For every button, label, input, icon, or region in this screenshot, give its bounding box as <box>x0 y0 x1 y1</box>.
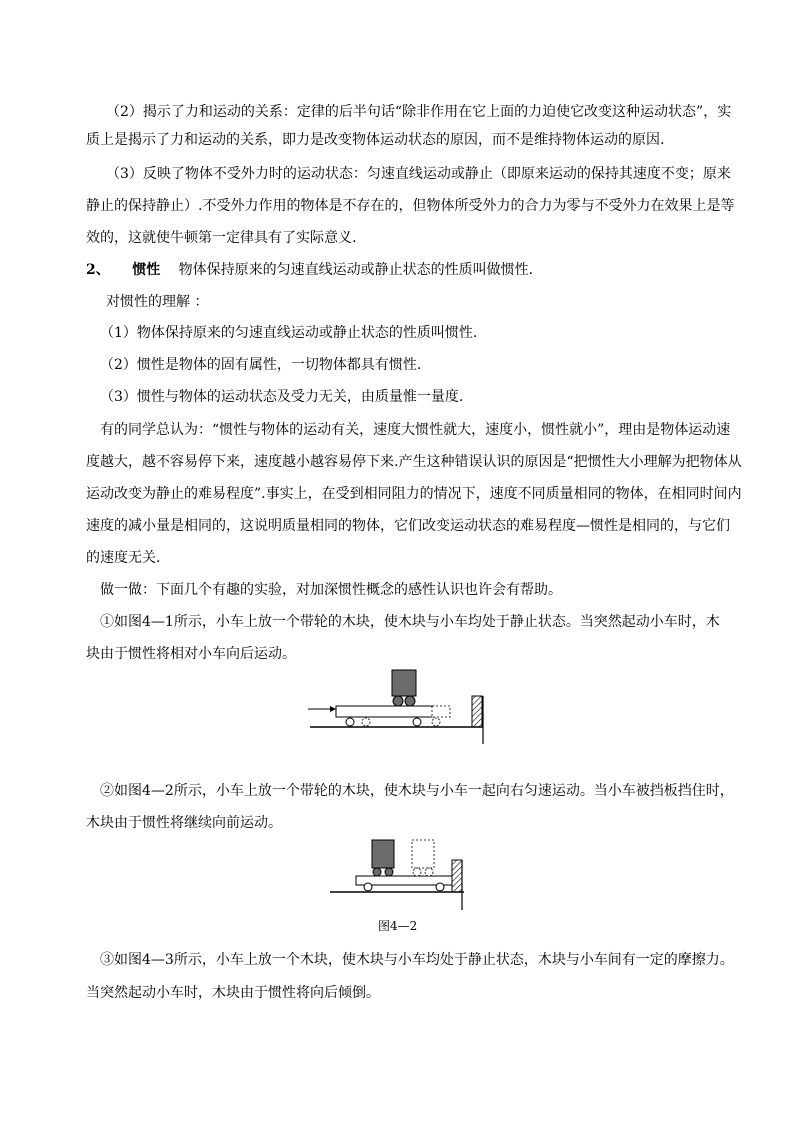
wheeled-block <box>372 840 394 868</box>
figure-4-2 <box>326 832 472 914</box>
experiment-1-line-1: ①如图4—1所示，小车上放一个带轮的木块，使木块与小车均处于静止状态。当突然起动小车时，木 <box>100 614 720 630</box>
misconception-line-1: 有的同学总认为：“惯性与物体的运动有关，速度大惯性就大，速度小，惯性就小”，理由是物体运动速 <box>100 422 731 438</box>
barrier <box>472 696 482 727</box>
paragraph-3-line-2: 静止的保持静止）.不受外力作用的物体是不存在的，但物体所受外力的合力为零与不受外力在效果上是等 <box>86 198 735 214</box>
cart-wheel <box>413 718 421 726</box>
understanding-item-3: （3）惯性与物体的运动状态及受力无关，由质量惟一量度. <box>100 389 464 405</box>
section-2-heading <box>86 260 533 280</box>
figure-4-2-caption: 图4—2 <box>378 919 418 933</box>
misconception-line-4: 速度的减小量是相同的，这说明质量相同的物体，它们改变运动状态的难易程度—惯性是相同的，与它们 <box>86 518 730 534</box>
figure-4-1 <box>300 662 500 748</box>
activity-intro: 做一做：下面几个有趣的实验，对加深惯性概念的感性认识也许会有帮助。 <box>100 582 562 598</box>
misconception-line-2: 度越大，越不容易停下来，速度越小越容易停下来.产生这种错误认识的原因是“把惯性大小理解为把物体从 <box>86 454 742 470</box>
understanding-item-2: （2）惯性是物体的固有属性，一切物体都具有惯性. <box>100 357 422 373</box>
experiment-3-line-2: 当突然起动小车时，木块由于惯性将向后倾倒。 <box>86 985 380 1001</box>
paragraph-3-line-1: （3）反映了物体不受外力时的运动状态：匀速直线运动或静止（即原来运动的保持其速度不变；原来 <box>106 166 731 182</box>
wheeled-block <box>392 670 416 696</box>
experiment-2-line-1: ②如图4—2所示，小车上放一个带轮的木块，使木块与小车一起向右匀速运动。当小车被挡板挡住时， <box>100 783 734 799</box>
understanding-title: 对惯性的理解 ： <box>106 294 209 310</box>
experiment-1-line-2: 块由于惯性将相对小车向后运动。 <box>86 646 296 662</box>
paragraph-3-line-3: 效的，这就使牛顿第一定律具有了实际意义. <box>86 230 357 246</box>
arrow-icon <box>308 706 336 712</box>
section-2-definition: 物体保持原来的匀速直线运动或静止状态的性质叫做惯性. <box>178 262 534 278</box>
cart-wheel <box>346 718 354 726</box>
section-2-term: 惯性 <box>132 262 161 278</box>
paragraph-2-line-1: （2）揭示了力和运动的关系：定律的后半句话“除非作用在它上面的力迫使它改变这种运动状态”，实 <box>106 104 732 120</box>
misconception-line-5: 的速度无关. <box>86 550 161 566</box>
cart-platform <box>336 706 434 717</box>
understanding-item-1: （1）物体保持原来的匀速直线运动或静止状态的性质叫惯性. <box>100 325 478 341</box>
cart-wheel <box>436 883 444 891</box>
block-later-position <box>412 840 434 868</box>
misconception-line-3: 运动改变为静止的难易程度”.事实上，在受到相同阻力的情况下，速度不同质量相同的物体，在相同时间内 <box>86 486 742 502</box>
cart-wheel <box>364 883 372 891</box>
section-2-number: 2、 <box>86 262 110 278</box>
barrier <box>452 860 462 892</box>
paragraph-2-line-2: 质上是揭示了力和运动的关系，即力是改变物体运动状态的原因，而不是维持物体运动的原因. <box>86 132 665 148</box>
experiment-2-line-2: 木块由于惯性将继续向前运动。 <box>86 815 282 831</box>
experiment-3-line-1: ③如图4—3所示，小车上放一个木块，使木块与小车均处于静止状态，木块与小车间有一定的摩擦力。 <box>100 952 734 968</box>
